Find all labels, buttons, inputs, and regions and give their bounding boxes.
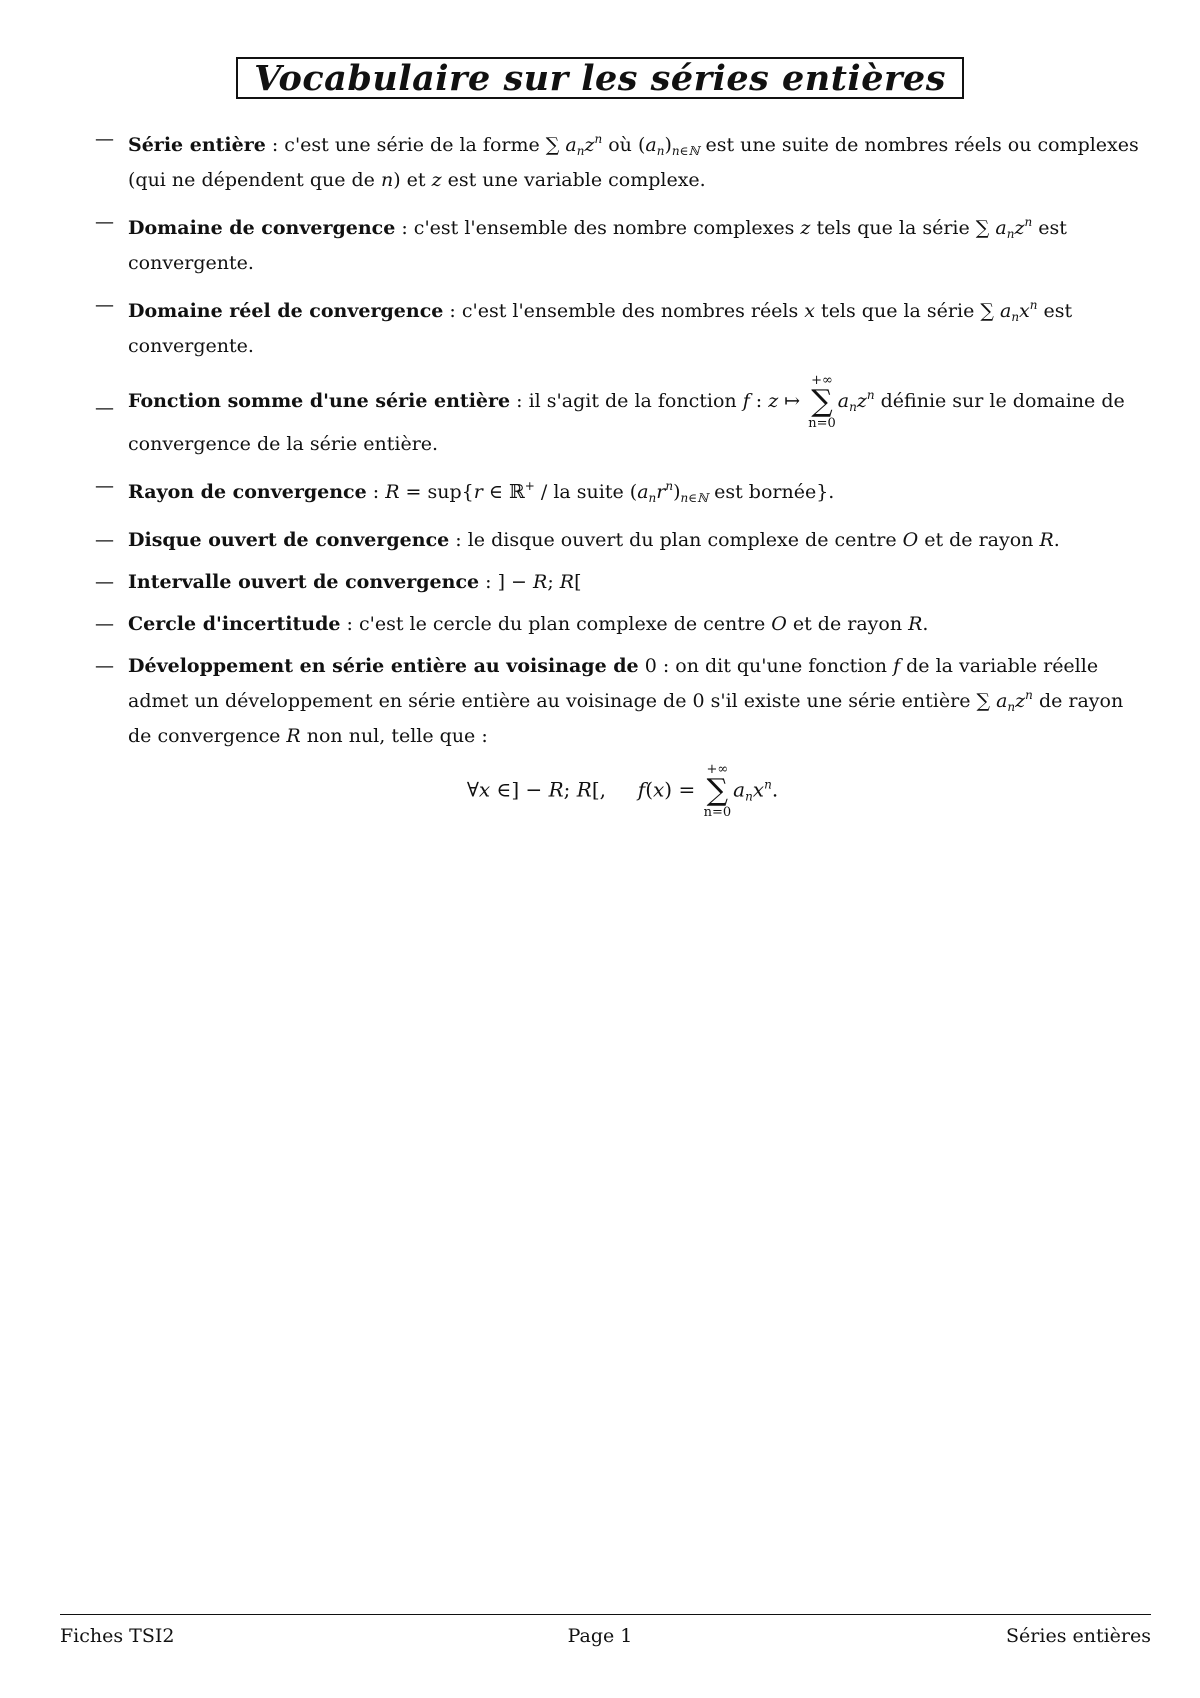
definition-cercle	[95, 610, 1150, 639]
subscript: n∈ℕ	[671, 144, 700, 158]
math: a	[837, 390, 850, 412]
text: ∈ ℝ	[482, 481, 525, 503]
math: z	[1015, 690, 1026, 712]
text: tels que la série	[815, 300, 981, 322]
lower-limit: n=0	[808, 416, 836, 431]
definition-domaine-reel	[95, 291, 1150, 361]
text: 0 : on dit qu'une fonction	[638, 655, 894, 677]
definition-list	[95, 125, 1150, 832]
math: a	[996, 690, 1008, 712]
text: : il s'agit de la fonction	[510, 390, 743, 412]
upper-limit: +∞	[811, 373, 833, 388]
subscript: n	[1011, 310, 1020, 324]
math: R	[1039, 529, 1054, 551]
footer-right: Séries entières	[1006, 1625, 1151, 1647]
text: : c'est l'ensemble des nombres réels	[443, 300, 805, 322]
text: : c'est l'ensemble des nombre complexes	[395, 217, 801, 239]
math: z	[1014, 217, 1025, 239]
term: Domaine de convergence	[128, 217, 396, 239]
upper-limit: +∞	[706, 762, 729, 777]
math: O	[771, 613, 787, 635]
math: r	[473, 481, 483, 503]
superscript: n	[594, 132, 603, 146]
math: .	[771, 777, 779, 802]
lower-limit: n=0	[703, 805, 732, 820]
list-dash: —	[95, 571, 114, 593]
math: n	[380, 169, 394, 191]
footer-page-number: Page 1	[567, 1625, 633, 1647]
term: Domaine réel de convergence	[128, 300, 444, 322]
math: R	[576, 777, 592, 802]
list-dash: —	[95, 529, 114, 551]
text: est convergente.	[128, 300, 1073, 357]
math: a	[565, 134, 577, 156]
math: R	[533, 571, 548, 593]
sum-symbol: ∑	[976, 690, 997, 712]
text: / la suite (	[534, 481, 638, 503]
definition-disque	[95, 526, 1150, 555]
text: définie sur le domaine de convergence de la série entière.	[128, 390, 1125, 455]
summation	[808, 374, 836, 430]
text: .	[922, 613, 929, 635]
text: tels que la série	[810, 217, 976, 239]
math: z	[768, 390, 779, 412]
summation	[704, 763, 732, 819]
text: et de rayon	[918, 529, 1040, 551]
math: a	[637, 481, 649, 503]
list-dash: —	[95, 655, 114, 677]
math: z	[431, 169, 442, 191]
list-dash: —	[95, 397, 114, 419]
math: ) =	[664, 777, 702, 802]
math: a	[995, 217, 1007, 239]
definition-domaine-convergence	[95, 208, 1150, 278]
math: r	[656, 481, 666, 503]
text: où (	[602, 134, 646, 156]
math: a	[645, 134, 657, 156]
sum-symbol: ∑	[980, 300, 1000, 322]
text: de rayon de convergence	[128, 690, 1124, 747]
term: Cercle d'incertitude	[128, 613, 341, 635]
math: x	[478, 777, 491, 802]
text: est une variable complexe.	[441, 169, 706, 191]
list-dash: —	[95, 475, 114, 497]
text: : le disque ouvert du plan complexe de centre	[449, 529, 903, 551]
text: ) et	[393, 169, 432, 191]
math: R	[548, 777, 564, 802]
text: = sup{	[399, 481, 474, 503]
text: est convergente.	[128, 217, 1067, 274]
text: :	[366, 481, 386, 503]
text: ↦	[778, 390, 807, 412]
math: x	[752, 777, 765, 802]
term: Série entière	[128, 134, 266, 156]
superscript: n	[764, 777, 772, 792]
definition-serie-entiere	[95, 125, 1150, 195]
term: Disque ouvert de convergence	[128, 529, 450, 551]
text: : c'est une série de la forme	[265, 134, 546, 156]
sum-symbol: ∑	[975, 217, 996, 239]
text: [	[574, 571, 582, 593]
math: x	[1019, 300, 1030, 322]
math: ∈] −	[490, 777, 549, 802]
sum-symbol: ∑	[706, 773, 729, 808]
superscript: n	[1024, 215, 1033, 229]
math: a	[733, 777, 746, 802]
sum-symbol: ∑	[811, 384, 833, 419]
math: R	[286, 725, 301, 747]
list-dash: —	[95, 294, 114, 316]
text: et de rayon	[786, 613, 909, 635]
text: ;	[547, 571, 560, 593]
math: (	[645, 777, 654, 802]
definition-intervalle	[95, 568, 1150, 597]
subscript: n	[849, 400, 857, 414]
superscript: n	[665, 479, 674, 493]
term: Fonction somme d'une série entière	[128, 390, 511, 412]
term: Intervalle ouvert de convergence	[128, 571, 480, 593]
subscript: n	[1006, 227, 1015, 241]
math: f	[893, 655, 901, 677]
term: Rayon de convergence	[128, 481, 367, 503]
footer-divider	[60, 1614, 1151, 1615]
text: : ] −	[479, 571, 534, 593]
superscript: n	[1029, 298, 1038, 312]
math: f	[637, 777, 646, 802]
text: : c'est le cercle du plan complexe de centre	[340, 613, 772, 635]
math: ;	[563, 777, 577, 802]
text: )	[664, 134, 672, 156]
math: x	[804, 300, 816, 322]
superscript: n	[866, 388, 875, 402]
footer-left: Fiches TSI2	[60, 1625, 175, 1647]
display-equation	[95, 763, 1150, 819]
math: O	[902, 529, 919, 551]
text: est une suite de nombres réels ou complexes (qui ne dépendent que de	[128, 134, 1139, 191]
list-dash: —	[95, 211, 114, 233]
text: :	[749, 390, 769, 412]
subscript: n	[656, 144, 665, 158]
text: non nul, telle que :	[300, 725, 488, 747]
text: .	[1053, 529, 1060, 551]
math: x	[653, 777, 665, 802]
math: f	[742, 390, 750, 412]
term: Développement en série entière au voisinage de	[128, 655, 639, 677]
math: ∀	[466, 777, 479, 802]
subscript: n	[648, 491, 657, 505]
superscript: +	[524, 479, 535, 493]
list-dash: —	[95, 128, 114, 150]
math: z	[584, 134, 595, 156]
definition-developpement	[95, 652, 1150, 819]
math: R	[559, 571, 575, 593]
math: R	[908, 613, 923, 635]
subscript: n	[1007, 700, 1016, 714]
subscript: n∈ℕ	[680, 491, 709, 505]
text: est bornée}.	[708, 481, 835, 503]
math: z	[800, 217, 811, 239]
math: [,	[591, 777, 638, 802]
list-dash: —	[95, 613, 114, 635]
subscript: n	[745, 789, 753, 804]
subscript: n	[576, 144, 585, 158]
superscript: n	[1025, 688, 1033, 702]
text: )	[673, 481, 681, 503]
definition-rayon	[95, 472, 1150, 513]
text: de la variable réelle admet un développement en série entière au voisinage de 0 s'il existe une série entière	[128, 655, 1099, 712]
math: R	[385, 481, 400, 503]
sum-symbol: ∑	[545, 134, 566, 156]
math: z	[856, 390, 867, 412]
page-title: Vocabulaire sur les séries entières	[236, 57, 964, 99]
math: a	[999, 300, 1012, 322]
definition-fonction-somme	[95, 374, 1150, 459]
